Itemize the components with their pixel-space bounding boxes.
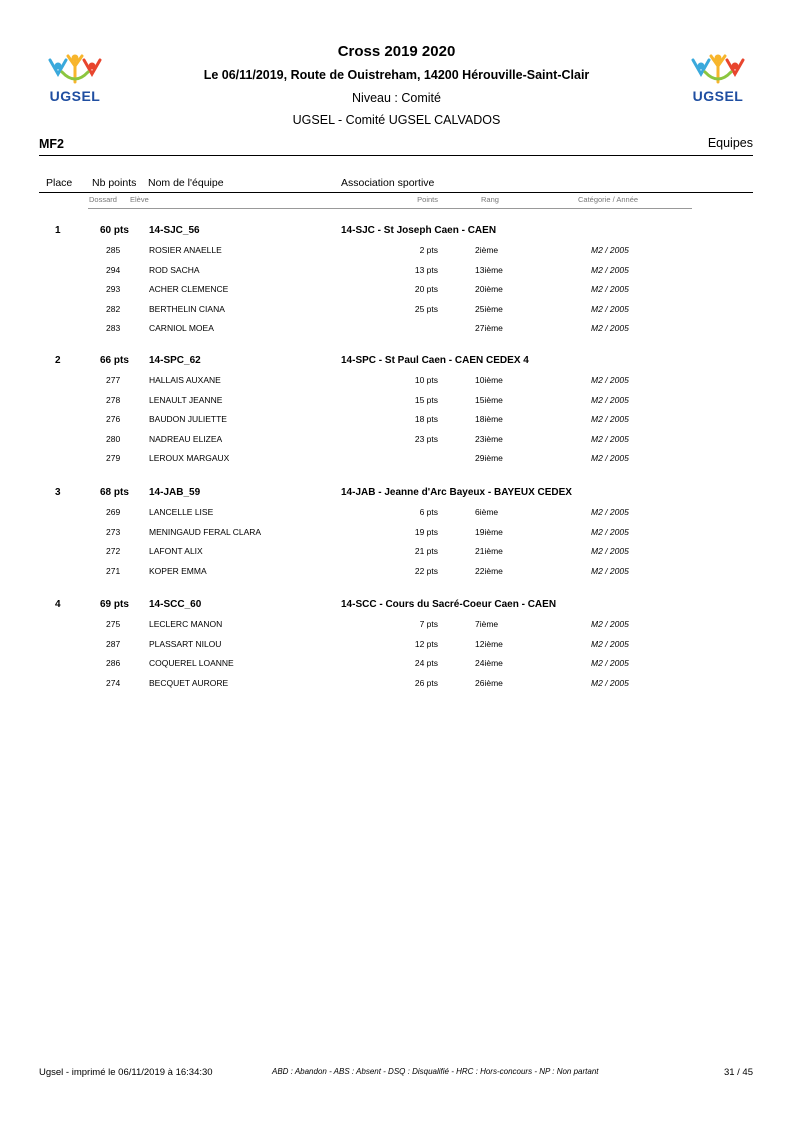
- subcol-category: Catégorie / Année: [578, 195, 639, 204]
- footer-legend: ABD : Abandon - ABS : Absent - DSQ : Disqualifié - HRC : Hors-concours - NP : Non partant: [272, 1067, 599, 1076]
- athlete-category: M2 / 2005: [591, 507, 629, 517]
- athlete-points: 25 pts: [414, 303, 438, 314]
- athlete-points: 21 pts: [414, 546, 438, 556]
- athlete-rank: 23ième: [475, 433, 503, 444]
- team-association: 14-SCC - Cours du Sacré-Coeur Caen - CAEN: [341, 599, 557, 610]
- team-name: 14-JAB_59: [149, 487, 201, 498]
- team-place: 3: [55, 487, 61, 498]
- athlete-category: M2 / 2005: [591, 414, 629, 424]
- athlete-name: LEROUX MARGAUX: [149, 453, 230, 463]
- athlete-bib: 276: [106, 414, 121, 424]
- athlete-rank: 7ième: [475, 619, 499, 629]
- athlete-category: M2 / 2005: [591, 565, 629, 576]
- team-name: 14-SPC_62: [149, 355, 201, 366]
- athlete-bib: 274: [106, 677, 121, 688]
- subcol-student: Elève: [130, 195, 149, 204]
- athlete-bib: 286: [106, 658, 121, 668]
- col-place: Place: [46, 177, 73, 189]
- athlete-name: LAFONT ALIX: [149, 546, 203, 556]
- team-points: 68 pts: [100, 487, 129, 498]
- subcolumns-divider: [88, 208, 692, 209]
- team-place: 4: [55, 599, 61, 610]
- columns-divider: [39, 192, 753, 193]
- athlete-name: NADREAU ELIZEA: [149, 433, 223, 444]
- athlete-category: M2 / 2005: [591, 658, 629, 668]
- team-name: 14-SJC_56: [149, 225, 200, 236]
- athlete-name: BAUDON JULIETTE: [149, 414, 227, 424]
- athlete-points: 2 pts: [419, 245, 438, 255]
- athlete-rank: 2ième: [475, 245, 499, 255]
- athlete-category: M2 / 2005: [591, 303, 629, 314]
- athlete-category: M2 / 2005: [591, 375, 629, 385]
- athlete-points: 6 pts: [419, 507, 438, 517]
- athlete-points: 23 pts: [414, 433, 438, 444]
- athlete-points: 19 pts: [414, 526, 438, 537]
- athlete-bib: 287: [106, 638, 121, 649]
- athlete-points: 12 pts: [414, 638, 438, 649]
- athlete-points: 22 pts: [414, 565, 438, 576]
- athlete-bib: 280: [106, 433, 121, 444]
- athlete-category: M2 / 2005: [591, 323, 629, 333]
- athlete-bib: 285: [106, 245, 121, 255]
- athlete-category: M2 / 2005: [591, 677, 629, 688]
- athlete-rank: 15ième: [475, 394, 503, 405]
- header-divider: [39, 155, 753, 156]
- athlete-rank: 22ième: [475, 565, 503, 576]
- athlete-points: 15 pts: [414, 394, 438, 405]
- athlete-rank: 27ième: [475, 323, 503, 333]
- athlete-name: CARNIOL MOEA: [149, 323, 214, 333]
- team-points: 60 pts: [100, 225, 129, 236]
- athlete-rank: 25ième: [475, 303, 503, 314]
- athlete-category: M2 / 2005: [591, 284, 629, 294]
- athlete-bib: 269: [106, 507, 121, 517]
- athlete-category: M2 / 2005: [591, 619, 629, 629]
- athlete-name: LECLERC MANON: [149, 619, 223, 629]
- athlete-name: LANCELLE LISE: [149, 507, 214, 517]
- athlete-rank: 29ième: [475, 453, 503, 463]
- athlete-category: M2 / 2005: [591, 245, 629, 255]
- athlete-name: COQUEREL LOANNE: [149, 658, 234, 668]
- subcol-rank: Rang: [481, 195, 499, 204]
- section-label: Equipes: [707, 136, 753, 150]
- team-place: 1: [55, 225, 61, 236]
- athlete-rank: 20ième: [475, 284, 503, 294]
- athlete-rank: 19ième: [475, 526, 503, 537]
- team-association: 14-SJC - St Joseph Caen - CAEN: [341, 225, 497, 236]
- team-name: 14-SCC_60: [149, 599, 202, 610]
- team-place: 2: [55, 355, 61, 366]
- athlete-category: M2 / 2005: [591, 546, 629, 556]
- athlete-points: 18 pts: [414, 414, 438, 424]
- team-points: 69 pts: [100, 599, 129, 610]
- category-label: MF2: [39, 137, 64, 151]
- athlete-name: MENINGAUD FERAL CLARA: [149, 526, 262, 537]
- logo-text: UGSEL: [49, 88, 101, 104]
- event-subtitle: Le 06/11/2019, Route de Ouistreham, 14200 Hérouville-Saint-Clair: [203, 68, 590, 82]
- event-level: Niveau : Comité: [352, 91, 441, 105]
- athlete-rank: 26ième: [475, 677, 503, 688]
- team-association: 14-JAB - Jeanne d'Arc Bayeux - BAYEUX CEDEX: [341, 487, 572, 498]
- athlete-rank: 24ième: [475, 658, 503, 668]
- athlete-points: 13 pts: [414, 264, 438, 275]
- athlete-rank: 21ième: [475, 546, 503, 556]
- athlete-bib: 294: [106, 264, 121, 275]
- athlete-category: M2 / 2005: [591, 264, 629, 275]
- athlete-points: 24 pts: [414, 658, 438, 668]
- athlete-bib: 273: [106, 526, 121, 537]
- logo-text: UGSEL: [692, 88, 744, 104]
- athlete-rank: 12ième: [475, 638, 503, 649]
- athlete-bib: 283: [106, 323, 121, 333]
- athlete-name: ACHER CLEMENCE: [149, 284, 229, 294]
- athlete-category: M2 / 2005: [591, 394, 629, 405]
- athlete-category: M2 / 2005: [591, 526, 629, 537]
- col-points: Nb points: [92, 177, 137, 189]
- team-association: 14-SPC - St Paul Caen - CAEN CEDEX 4: [341, 355, 529, 366]
- athlete-name: ROSIER ANAELLE: [149, 245, 222, 255]
- athlete-rank: 6ième: [475, 507, 499, 517]
- subcol-bib: Dossard: [89, 195, 117, 204]
- athlete-name: ROD SACHA: [149, 264, 200, 275]
- athlete-name: KOPER EMMA: [149, 565, 207, 576]
- athlete-name: BECQUET AURORE: [149, 677, 229, 688]
- athlete-bib: 282: [106, 303, 121, 314]
- athlete-name: PLASSART NILOU: [149, 638, 222, 649]
- athlete-name: HALLAIS AUXANE: [149, 375, 221, 385]
- athlete-points: 26 pts: [414, 677, 438, 688]
- athlete-bib: 279: [106, 453, 121, 463]
- athlete-points: 10 pts: [414, 375, 438, 385]
- team-points: 66 pts: [100, 355, 129, 366]
- athlete-rank: 18ième: [475, 414, 503, 424]
- athlete-rank: 10ième: [475, 375, 503, 385]
- athlete-category: M2 / 2005: [591, 433, 629, 444]
- athlete-bib: 272: [106, 546, 121, 556]
- athlete-category: M2 / 2005: [591, 638, 629, 649]
- footer-printed: Ugsel - imprimé le 06/11/2019 à 16:34:30: [39, 1067, 213, 1078]
- athlete-name: LENAULT JEANNE: [149, 394, 223, 405]
- athlete-bib: 271: [106, 565, 121, 576]
- col-team-name: Nom de l'équipe: [148, 177, 224, 189]
- subcol-points: Points: [417, 195, 438, 204]
- page-number: 31 / 45: [723, 1067, 753, 1078]
- athlete-points: 7 pts: [419, 619, 438, 629]
- athlete-bib: 275: [106, 619, 121, 629]
- event-organizer: UGSEL - Comité UGSEL CALVADOS: [292, 113, 501, 127]
- athlete-rank: 13ième: [475, 264, 503, 275]
- athlete-category: M2 / 2005: [591, 453, 629, 463]
- col-association: Association sportive: [341, 177, 435, 189]
- page-title: Cross 2019 2020: [337, 43, 456, 60]
- athlete-name: BERTHELIN CIANA: [149, 303, 225, 314]
- athlete-bib: 277: [106, 375, 121, 385]
- athlete-bib: 278: [106, 394, 121, 405]
- athlete-bib: 293: [106, 284, 121, 294]
- athlete-points: 20 pts: [414, 284, 438, 294]
